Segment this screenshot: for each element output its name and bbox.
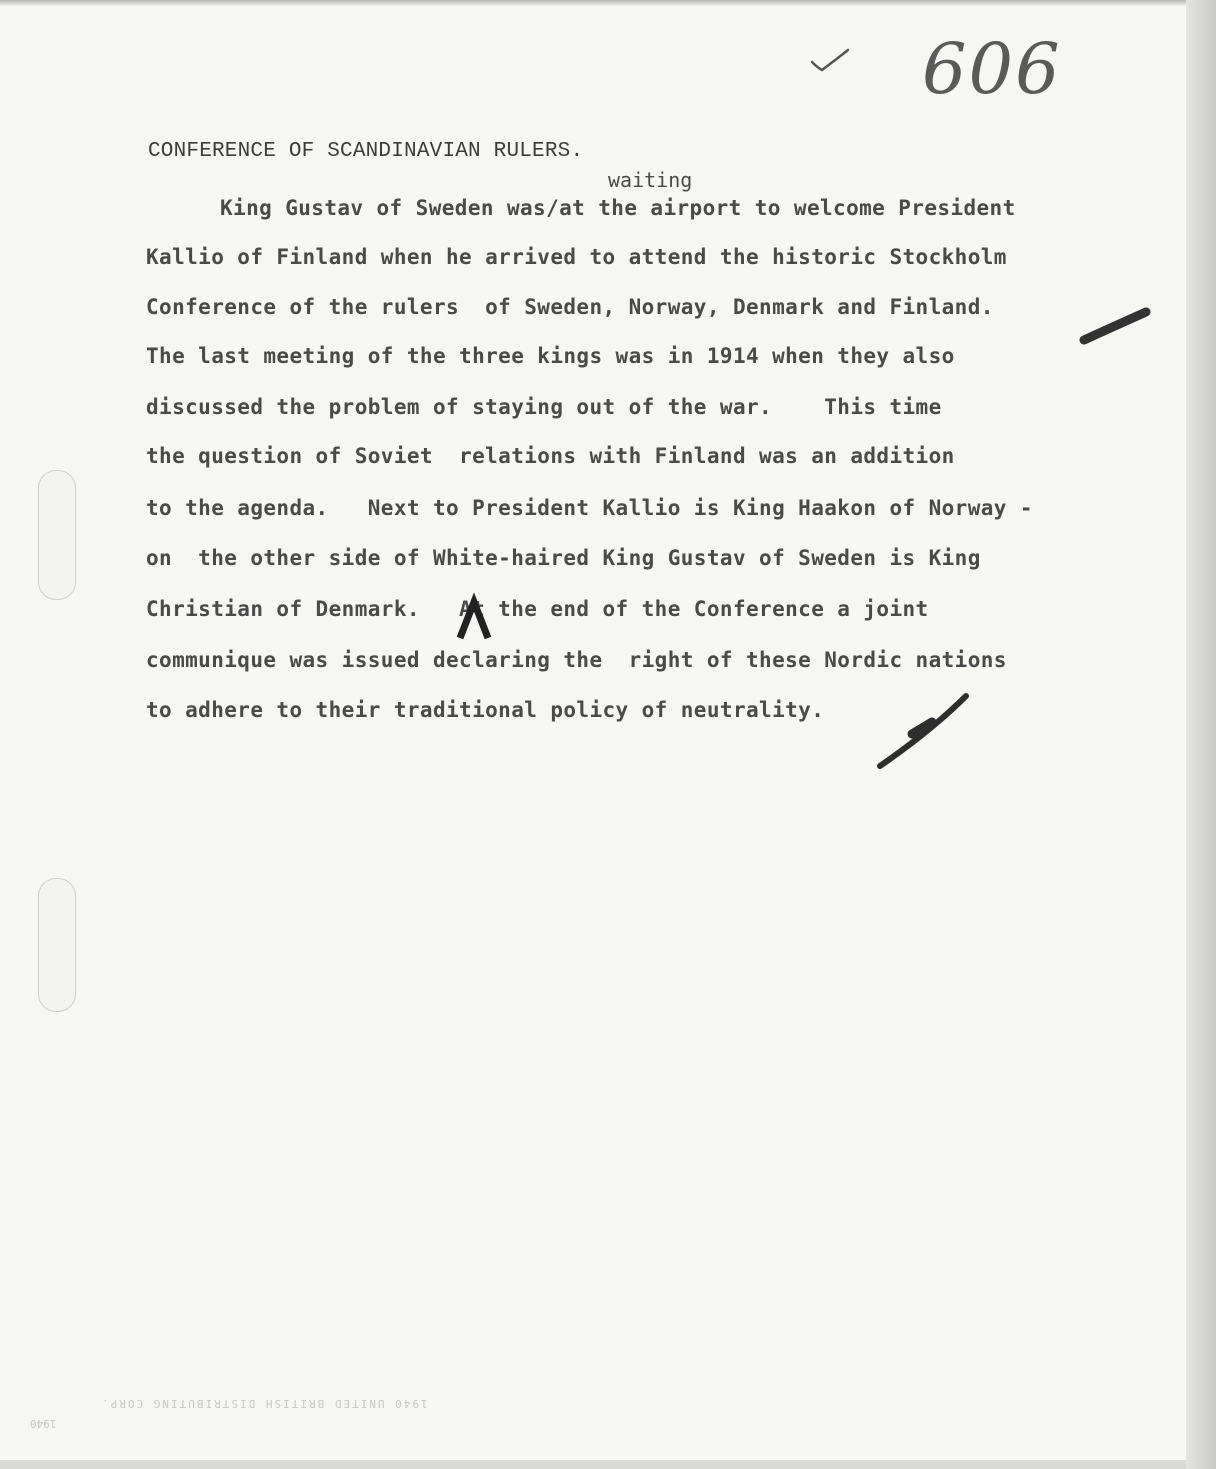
page-number: 606 bbox=[922, 28, 1062, 110]
body-line-6: the question of Soviet relations with Finland was an addition bbox=[146, 444, 955, 468]
body-line-10: communique was issued declaring the right of these Nordic nations bbox=[146, 648, 1007, 672]
page-top-edge bbox=[0, 0, 1190, 6]
body-line-2: Kallio of Finland when he arrived to attend the historic Stockholm bbox=[146, 245, 1007, 269]
body-line-4: The last meeting of the three kings was in 1914 when they also bbox=[146, 344, 955, 368]
check-mark-icon bbox=[808, 40, 868, 80]
pencil-stroke-mark bbox=[1080, 306, 1160, 346]
page-right-edge bbox=[1186, 0, 1216, 1469]
caret-mark-icon bbox=[454, 594, 498, 642]
punch-hole-upper bbox=[38, 470, 76, 600]
document-title: CONFERENCE OF SCANDINAVIAN RULERS. bbox=[148, 140, 584, 163]
body-line-5: discussed the problem of staying out of the war. This time bbox=[146, 395, 942, 419]
body-line-11: to adhere to their traditional policy of neutrality. bbox=[146, 698, 825, 722]
body-line-1: King Gustav of Sweden was/at the airport to welcome President bbox=[220, 196, 1016, 220]
body-line-3: Conference of the rulers of Sweden, Norway, Denmark and Finland. bbox=[146, 295, 994, 319]
inserted-word: waiting bbox=[608, 168, 693, 192]
end-slash-mark bbox=[872, 690, 982, 780]
body-line-8: on the other side of White-haired King Gustav of Sweden is King bbox=[146, 546, 981, 570]
body-line-7: to the agenda. Next to President Kallio is King Haakon of Norway - bbox=[146, 496, 1033, 520]
bleed-through-stamp: 1940 UNITED BRITISH DISTRIBUTING CORP. bbox=[100, 1397, 428, 1410]
body-line-9: Christian of Denmark. At the end of the Conference a joint bbox=[146, 597, 929, 621]
punch-hole-lower bbox=[38, 878, 76, 1012]
bleed-through-mark: 1940 bbox=[30, 1417, 57, 1430]
